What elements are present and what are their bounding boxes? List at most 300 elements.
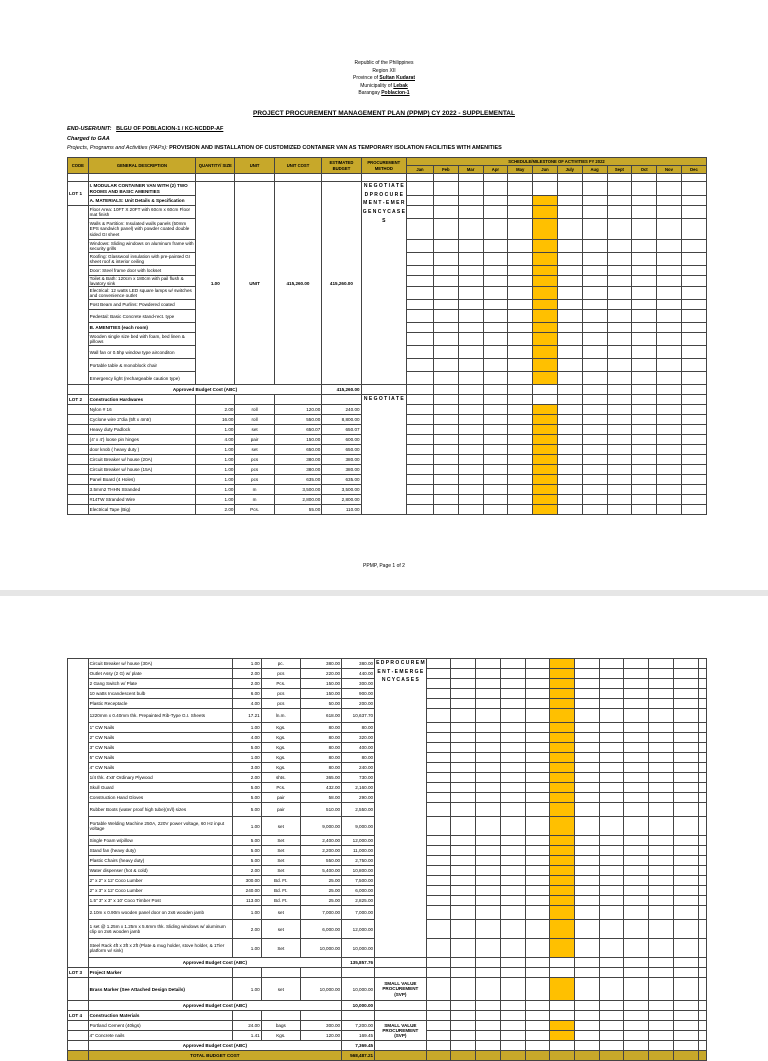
month-cell [607,495,632,505]
item-description: Cyclone wire 2"dia (5ft x 4mtr) [88,415,196,425]
quantity: 1.41 [232,1031,261,1041]
month-cell [657,465,682,475]
month-cell [483,485,508,495]
month-cell [698,783,706,793]
month-cell [632,359,657,372]
blank-cell [68,174,89,182]
blank-cell [68,405,89,415]
charged-line [67,136,110,142]
month-cell [500,958,525,968]
month-cell [557,385,582,395]
month-cell [426,753,451,763]
page-number: PPMP, Page 1 of 2 [363,563,405,569]
month-cell [533,240,558,253]
unit: Pcs. [261,783,300,793]
month-cell [407,435,434,445]
month-cell [451,958,476,968]
month-cell [599,920,624,939]
abc-label: Approved Budget Cost (ABC) [88,385,322,395]
month-cell [649,753,674,763]
month-cell [624,773,649,783]
month-cell [476,763,501,773]
quantity: 1.00 [232,939,261,958]
month-cell [681,196,706,206]
unit: set [261,920,300,939]
quantity: 2.00 [196,505,235,515]
blank-cell [300,1011,341,1021]
estimated-budget: 290.00 [342,793,375,803]
month-cell [458,475,483,485]
unit: Kgs. [261,753,300,763]
month-cell [575,699,600,709]
month-cell [607,505,632,515]
month-cell [557,276,582,287]
month-cell [533,385,558,395]
month-cell [681,485,706,495]
month-cell [525,659,550,669]
month-cell [458,266,483,276]
month-cell [525,978,550,1001]
item-description: Panel Board (4 Holes) [88,475,196,485]
procurement-method: N E G O T I A T E [361,395,406,515]
month-cell [657,405,682,415]
estimated-budget: 900.00 [342,689,375,699]
procurement-method: SMALL VALUE PROCUREMENT (SVP) [375,978,427,1001]
month-cell [525,817,550,836]
estimated-budget: 2,160.00 [342,783,375,793]
month-cell [550,669,575,679]
unit-cost: 120.00 [274,405,322,415]
month-cell [508,323,533,333]
month-cell [607,206,632,219]
item-description: Electrical Tape (Big) [88,505,196,515]
month-cell [624,723,649,733]
month-cell [550,1031,575,1041]
month-cell [426,1001,451,1011]
month-cell [433,253,458,266]
month-cell [681,415,706,425]
month-cell [500,773,525,783]
month-cell [607,395,632,405]
blank-cell [557,174,582,182]
month-cell [649,1021,674,1031]
lot-title: Project Marker [88,968,232,978]
quantity: 4.00 [232,733,261,743]
month-cell [407,253,434,266]
month-cell [426,968,451,978]
month-cell [500,968,525,978]
month-cell [550,659,575,669]
month-cell [582,395,607,405]
header-line-3a: Province of [353,75,380,82]
quantity: 5.00 [232,856,261,866]
month-cell [624,939,649,958]
month-cell [433,196,458,206]
month-cell [582,310,607,323]
month-cell [476,803,501,817]
month-cell [599,709,624,723]
charged-text: Charged to GAA [67,136,110,142]
month-cell [575,753,600,763]
month-cell [649,968,674,978]
quantity: 1.00 [196,425,235,435]
month-cell [451,733,476,743]
month-cell [599,1031,624,1041]
unit-cost: 550.00 [274,415,322,425]
month-cell [657,395,682,405]
month-cell [599,968,624,978]
month-cell [575,689,600,699]
month-cell [673,679,698,689]
month-cell [657,206,682,219]
month-cell [533,372,558,385]
month-cell [533,395,558,405]
enduser-value: BLGU OF POBLACION-1 / KC-NCDDP-AF [116,126,224,132]
month-cell [451,723,476,733]
month-cell [582,505,607,515]
month-cell [575,733,600,743]
month-cell [500,783,525,793]
month-cell [657,359,682,372]
month-cell [582,425,607,435]
month-cell [607,385,632,395]
month-cell [607,465,632,475]
month-cell [508,253,533,266]
month-cell [525,763,550,773]
unit: Kgs. [261,1031,300,1041]
procurement-method: SMALL VALUE PROCUREMENT (SVP) [375,1021,427,1041]
month-cell [681,276,706,287]
month-cell [673,659,698,669]
month-cell [624,763,649,773]
unit-cost: 80.00 [300,733,341,743]
ppa-label: Projects, Programs and Activities (PAPs): [67,145,168,151]
month-cell [575,978,600,1001]
quantity: 1.00 [196,485,235,495]
month-cell [599,699,624,709]
month-cell [557,240,582,253]
month-cell [433,385,458,395]
month-cell [458,300,483,310]
month-cell [451,1021,476,1031]
unit-cost: 635.00 [274,475,322,485]
unit: Set [261,866,300,876]
quantity: 240.00 [232,886,261,896]
unit: Bd. Ft. [261,896,300,906]
estimated-budget: 8,800.00 [322,415,361,425]
month-cell [673,866,698,876]
blank-cell [433,174,458,182]
blank-cell [274,395,322,405]
month-cell [632,266,657,276]
month-cell [407,206,434,219]
month-cell [458,485,483,495]
month-cell [550,968,575,978]
unit-cost: 6,000.00 [300,920,341,939]
month-cell [624,978,649,1001]
month-cell [607,485,632,495]
month-cell [508,266,533,276]
month-cell [673,856,698,866]
month-cell [451,920,476,939]
month-cell [575,968,600,978]
estimated-budget: 240.00 [322,405,361,415]
month-cell [657,310,682,323]
month-cell [451,876,476,886]
month-cell [624,709,649,723]
month-cell [673,836,698,846]
month-cell [525,939,550,958]
month-cell [426,659,451,669]
month-cell [632,455,657,465]
month-cell [500,817,525,836]
month-cell [426,906,451,920]
month-cell [575,1031,600,1041]
month-cell [698,1001,706,1011]
unit-cost: 650.00 [274,445,322,455]
month-cell [557,323,582,333]
estimated-budget: 12,000.00 [342,920,375,939]
month-cell [407,415,434,425]
ppa-value: PROVISION AND INSTALLATION OF CUSTOMIZED CONTAINER VAN AS TEMPORARY ISOLATION FACILITIES WITH AMENITIES [169,145,502,151]
item-description: Post Beam and Purlins: Powdered coated [88,300,196,310]
month-cell [698,659,706,669]
blank-cell [375,1051,427,1061]
month-cell [599,886,624,896]
month-cell [673,1011,698,1021]
month-cell [451,1041,476,1051]
month-header: Mar [458,166,483,174]
month-cell [476,699,501,709]
month-cell [673,803,698,817]
month-cell [575,763,600,773]
month-cell [575,803,600,817]
month-cell [557,415,582,425]
estimated-budget: 6,000.00 [342,886,375,896]
month-cell [533,266,558,276]
month-cell [673,689,698,699]
item-description: Single Foam w/pillow [88,836,232,846]
month-cell [407,445,434,455]
month-cell [508,505,533,515]
blank-cell [68,1031,89,1041]
month-cell [582,385,607,395]
unit: Kgs. [261,763,300,773]
month-header: Jun [533,166,558,174]
abc-value: 415,260.00 [322,385,361,395]
month-cell [599,793,624,803]
estimated-budget: 7,000.00 [342,906,375,920]
month-cell [599,743,624,753]
month-cell [698,763,706,773]
month-cell [632,276,657,287]
lot4-abc-row [68,1041,707,1051]
quantity: 2.00 [232,773,261,783]
month-cell [508,196,533,206]
month-cell [673,817,698,836]
month-cell [607,445,632,455]
blank-cell [274,174,322,182]
month-cell [698,906,706,920]
month-cell [533,196,558,206]
unit-cost: 380.00 [274,465,322,475]
month-cell [673,763,698,773]
month-cell [681,385,706,395]
month-cell [582,372,607,385]
quantity: 5.00 [232,793,261,803]
month-cell [673,968,698,978]
month-cell [681,505,706,515]
col-unit: UNIT [235,158,274,174]
unit-cost: 25.00 [300,886,341,896]
month-cell [575,856,600,866]
month-cell [632,346,657,359]
quantity: 2.00 [232,920,261,939]
month-cell [575,679,600,689]
month-cell [681,495,706,505]
month-cell [525,773,550,783]
item-description: Wall fan or 0.5hp window type airconditon [88,346,196,359]
month-cell [550,773,575,783]
month-cell [582,405,607,415]
month-cell [550,846,575,856]
month-cell [624,753,649,763]
unit: set [235,445,274,455]
month-cell [407,300,434,310]
quantity: 1.00 [196,495,235,505]
item-description: Outlet Assy (2 G) w/ plate [88,669,232,679]
unit-cost: 55.00 [274,505,322,515]
month-cell [533,465,558,475]
header-line-3b: Sultan Kudarat [379,75,415,82]
lot-title: Construction Materials [88,1011,232,1021]
month-cell [607,310,632,323]
month-cell [525,1011,550,1021]
month-cell [476,846,501,856]
month-cell [632,445,657,455]
month-cell [525,958,550,968]
month-cell [550,958,575,968]
month-cell [458,310,483,323]
estimated-budget: 169.45 [342,1031,375,1041]
month-cell [575,846,600,856]
month-cell [649,689,674,699]
month-header: Jan [407,166,434,174]
enduser-line [67,126,223,132]
month-cell [476,659,501,669]
estimated-budget: 7,500.00 [342,876,375,886]
month-cell [582,475,607,485]
quantity: 113.00 [232,896,261,906]
month-cell [649,783,674,793]
month-cell [483,333,508,346]
month-cell [458,323,483,333]
total-value: 568,487.21 [342,1051,375,1061]
month-cell [624,659,649,669]
unit: Pcs. [235,505,274,515]
month-cell [407,240,434,253]
month-cell [407,395,434,405]
month-cell [632,287,657,300]
month-cell [451,783,476,793]
month-cell [483,385,508,395]
month-cell [525,876,550,886]
month-cell [483,495,508,505]
ppmp-table-page-1 [67,157,707,515]
month-cell [673,669,698,679]
month-cell [657,182,682,196]
estimated-budget: 10,800.00 [342,866,375,876]
month-cell [550,803,575,817]
month-cell [407,323,434,333]
unit-cost: 510.00 [300,803,341,817]
month-cell [433,485,458,495]
month-cell [451,906,476,920]
month-cell [458,405,483,415]
month-cell [500,733,525,743]
month-cell [673,783,698,793]
month-cell [673,1041,698,1051]
abc-label: Approved Budget Cost (ABC) [88,1041,342,1051]
blank-cell [68,485,89,495]
month-cell [476,886,501,896]
month-cell [557,495,582,505]
month-cell [607,182,632,196]
estimated-budget: 200.00 [342,699,375,709]
month-cell [624,886,649,896]
month-cell [426,669,451,679]
month-cell [500,709,525,723]
month-header: Dec [681,166,706,174]
quantity: 1.00 [196,445,235,455]
month-cell [582,182,607,196]
month-cell [649,906,674,920]
unit: set [261,906,300,920]
month-header: Apr [483,166,508,174]
unit: Kgs. [261,743,300,753]
month-cell [681,346,706,359]
unit-cost: 2,200.00 [300,846,341,856]
unit-cost: 80.00 [300,723,341,733]
total-label: TOTAL BUDGET COST [88,1051,342,1061]
month-cell [649,817,674,836]
unit-cost: 150.00 [274,435,322,445]
unit-cost: 5,400.00 [300,866,341,876]
lot4-title-row [68,1011,707,1021]
month-cell [582,206,607,219]
month-cell [657,300,682,310]
month-cell [525,920,550,939]
month-cell [407,182,434,196]
month-cell [649,846,674,856]
month-cell [657,385,682,395]
month-cell [407,475,434,485]
blank-cell [300,968,341,978]
item-description: 1/4 thk. 4'x8' Ordinary Plywood [88,773,232,783]
month-cell [599,896,624,906]
month-cell [624,1011,649,1021]
month-cell [433,323,458,333]
month-cell [550,793,575,803]
month-cell [426,958,451,968]
header-line-2: Region XII [372,67,396,74]
estimated-budget: 320.00 [342,733,375,743]
month-cell [508,415,533,425]
month-cell [508,425,533,435]
month-cell [624,793,649,803]
month-cell [433,435,458,445]
lot-code: LOT 1 [68,182,89,206]
